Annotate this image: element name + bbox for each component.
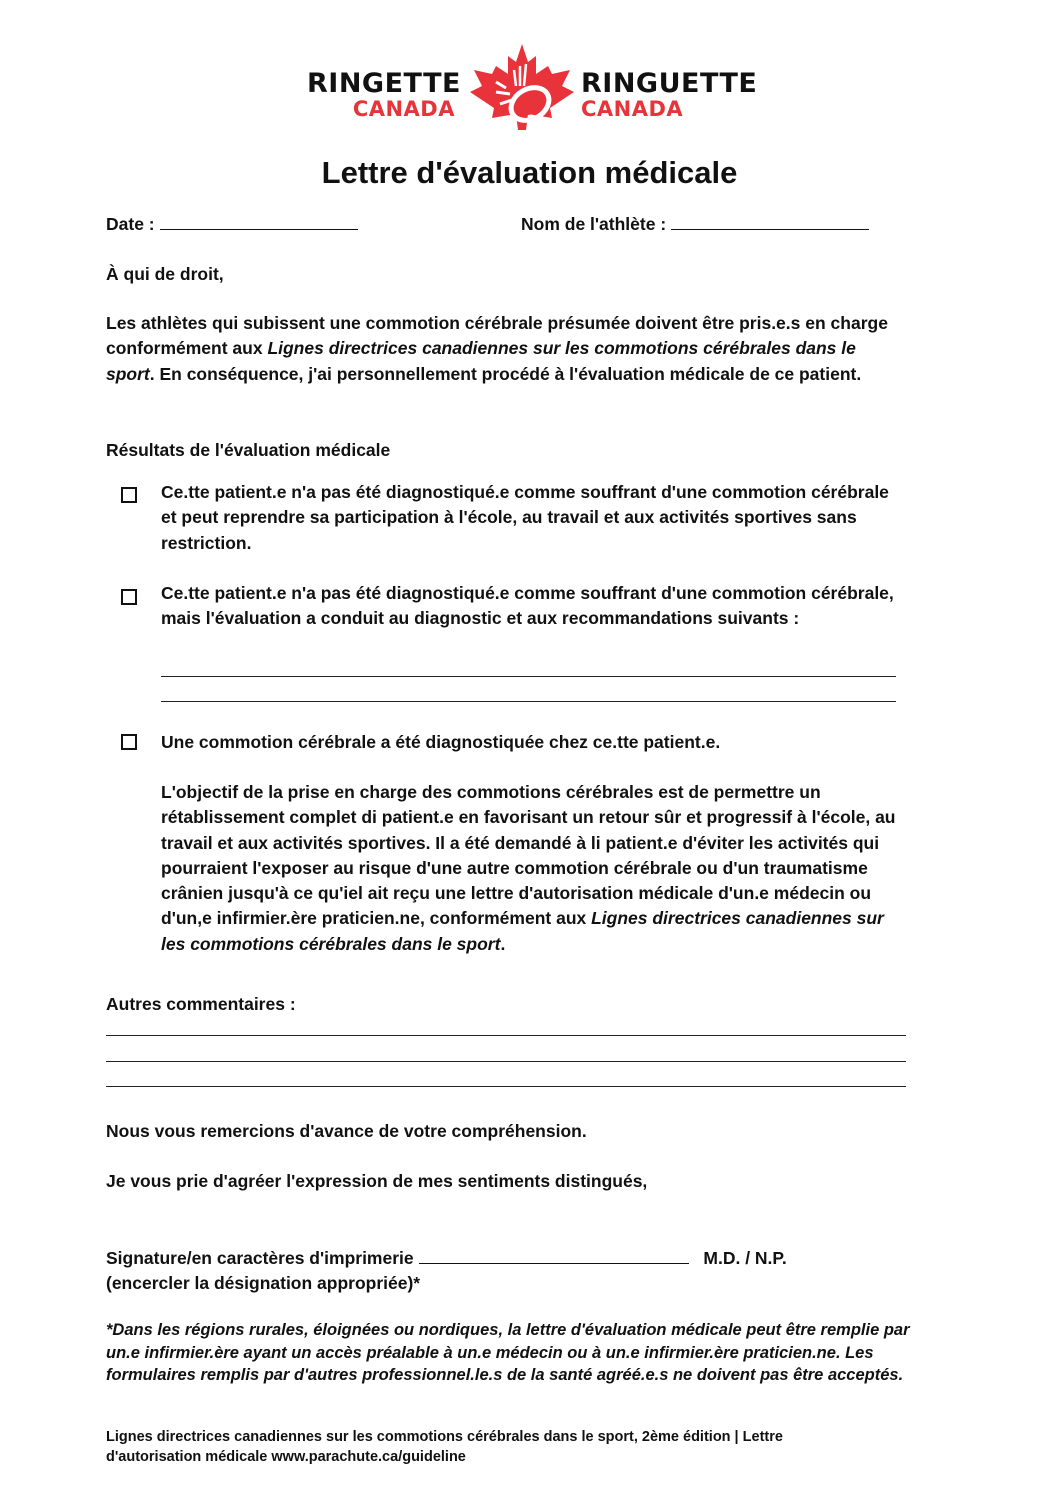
results-heading: Résultats de l'évaluation médicale (106, 440, 391, 460)
date-input[interactable] (160, 228, 358, 230)
option-3-checkbox[interactable] (121, 734, 137, 750)
logo-left-bottom: CANADA (352, 97, 455, 121)
intro-guidelines-title: Lignes directrices canadiennes sur les commotions cérébrales dans le sport (106, 338, 856, 384)
closing-text: Je vous prie d'agréer l'expression de mes sentiments distingués, (106, 1171, 648, 1191)
option-1-checkbox[interactable] (121, 487, 137, 503)
option-3-detail (161, 780, 909, 957)
option-2-checkbox[interactable] (121, 589, 137, 605)
comments-line-3[interactable] (106, 1086, 906, 1087)
signature-input[interactable] (419, 1262, 689, 1264)
athlete-name-input[interactable] (671, 228, 869, 230)
athlete-name-field (521, 212, 869, 237)
maple-leaf-ring-icon (466, 42, 578, 132)
option-2-input-line-1[interactable] (161, 676, 896, 677)
logo-right (581, 70, 757, 120)
logo-right-bottom: CANADA (581, 97, 684, 121)
option-2-text: Ce.tte patient.e n'a pas été diagnostiqué.e comme souffrant d'une commotion cérébrale, mais l'évaluation a conduit au diagnostic et aux recommandations suivants : (161, 583, 894, 629)
option-1-text: Ce.tte patient.e n'a pas été diagnostiqué.e comme souffrant d'une commotion cérébrale et peut reprendre sa participation à l'école, au travail et aux activités sportives sans restriction. (161, 482, 889, 553)
date-label: Date : (106, 214, 155, 234)
date-field (106, 212, 358, 237)
signature-label: Signature/en caractères d'imprimerie (106, 1248, 414, 1268)
intro-paragraph (106, 311, 896, 387)
option-3-detail-text-1: L'objectif de la prise en charge des commotions cérébrales est de permettre un rétablissement complet di patient.e en favorisant un retour sûr et progressif à l'école, au travail et aux activités sportives. Il a été demandé à li patient.e d'éviter les activités qui pourraient l'exposer au risque d'une autre commotion cérébrale ou d'un traumatisme crânien jusqu'à ce qu'iel ait reçu une lettre d'autorisation médicale d'un.e médecin ou d'un,e infirmier.ère praticien.ne, conformément aux (161, 782, 896, 929)
designation-note: (encercler la désignation appropriée)* (106, 1273, 421, 1293)
page-footer: Lignes directrices canadiennes sur les commotions cérébrales dans le sport, 2ème édition | Lettre d'autorisation médicale www.parachute.ca/guideline (106, 1429, 783, 1465)
athlete-name-label: Nom de l'athlète : (521, 214, 667, 234)
intro-text-1: Les athlètes qui subissent une commotion cérébrale présumée doivent être pris.e.s en charge conformément aux (106, 313, 888, 359)
option-3-detail-text-2: . (500, 933, 506, 954)
comments-label: Autres commentaires : (106, 994, 296, 1014)
comments-line-2[interactable] (106, 1061, 906, 1062)
signature-field (106, 1246, 787, 1271)
logo-left-top: RINGETTE (307, 68, 461, 99)
thanks-text: Nous vous remercions d'avance de votre compréhension. (106, 1121, 587, 1141)
logo-left (307, 68, 461, 121)
option-3-guidelines-title: Lignes directrices canadiennes sur les commotions cérébrales dans le sport (161, 908, 884, 954)
logo-right-top: RINGUETTE (581, 68, 758, 99)
comments-line-1[interactable] (106, 1035, 906, 1036)
page-title: Lettre d'évaluation médicale (321, 155, 738, 190)
salutation: À qui de droit, (106, 264, 224, 284)
intro-text-2: . En conséquence, j'ai personnellement procédé à l'évaluation médicale de ce patient. (149, 363, 862, 384)
option-3-text: Une commotion cérébrale a été diagnostiquée chez ce.tte patient.e. (161, 732, 721, 752)
option-2-input-line-2[interactable] (161, 701, 896, 702)
designation-options[interactable]: M.D. / N.P. (703, 1248, 787, 1268)
footnote: *Dans les régions rurales, éloignées ou nordiques, la lettre d'évaluation médicale peut être remplie par un.e infirmier.ère ayant un accès préalable à un.e médecin ou à un.e infirmier.ère praticien.ne. Les formulaires remplis par d'autres professionnel.le.s de la santé agréé.e.s ne doivent pas être acceptés. (106, 1321, 910, 1384)
